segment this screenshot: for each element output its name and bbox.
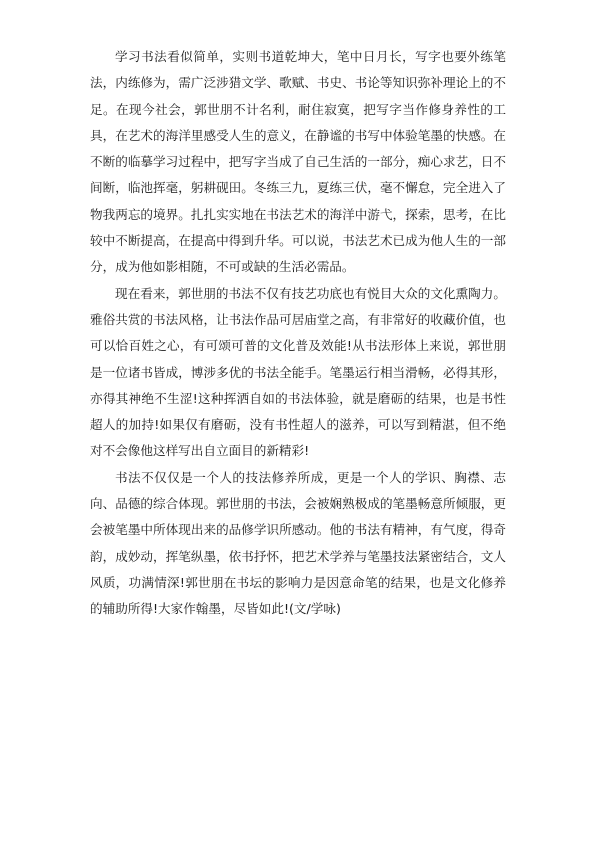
paragraph-1: 学习书法看似简单，实则书道乾坤大，笔中日月长，写字也要外练笔法，内练修为，需广泛涉猎文学、歌赋、书史、书论等知识弥补理论上的不足。在现今社会，郭世朋不计名利，耐住寂寞，把写字当作修身养性的工具，在艺术的海洋里感受人生的意义，在静谧的书写中体验笔墨的快感。在不断的临摹学习过程中，把写字当成了自己生活的一部分，痴心求艺，日不间断，临池挥毫，躬耕砚田。冬练三九，夏练三伏，毫不懈怠，完全进入了物我两忘的境界。扎扎实实地在书法艺术的海洋中游弋，探索，思考，在比较中不断提高，在提高中得到升华。可以说，书法艺术已成为他人生的一部分，成为他如影相随，不可或缺的生活必需品。 <box>90 49 506 275</box>
paragraph-3: 书法不仅仅是一个人的技法修养所成，更是一个人的学识、胸襟、志向、品德的综合体现。郭世朋的书法，会被娴熟极成的笔墨畅意所倾服，更会被笔墨中所体现出来的品修学识所感动。他的书法有精神，有气度，得奇韵，成妙动，挥笔纵墨，依书抒怀，把艺术学养与笔墨技法紧密结合，文人风质，功满情深!郭世朋在书坛的影响力是因意命笔的结果，也是文化修养的辅助所得!大家作翰墨，尽皆如此!(文/学咏) <box>90 469 506 617</box>
article-body <box>90 44 506 623</box>
paragraph-2: 现在看来，郭世朋的书法不仅有技艺功底也有悦目大众的文化熏陶力。雅俗共赏的书法风格，让书法作品可居庙堂之高，有非常好的收藏价值，也可以恰百姓之心，有可颂可普的文化普及效能!从书法形体上来说，郭世朋是一位诸书皆成，博涉多优的书法全能手。笔墨运行相当滑畅，必得其形，亦得其神绝不生涩!这种挥洒自如的书法体验，就是磨砺的结果，也是书性超人的加持!如果仅有磨砺，没有书性超人的滋养，可以写到精湛，但不绝对不会像他这样写出自立面目的新精彩! <box>90 285 506 459</box>
